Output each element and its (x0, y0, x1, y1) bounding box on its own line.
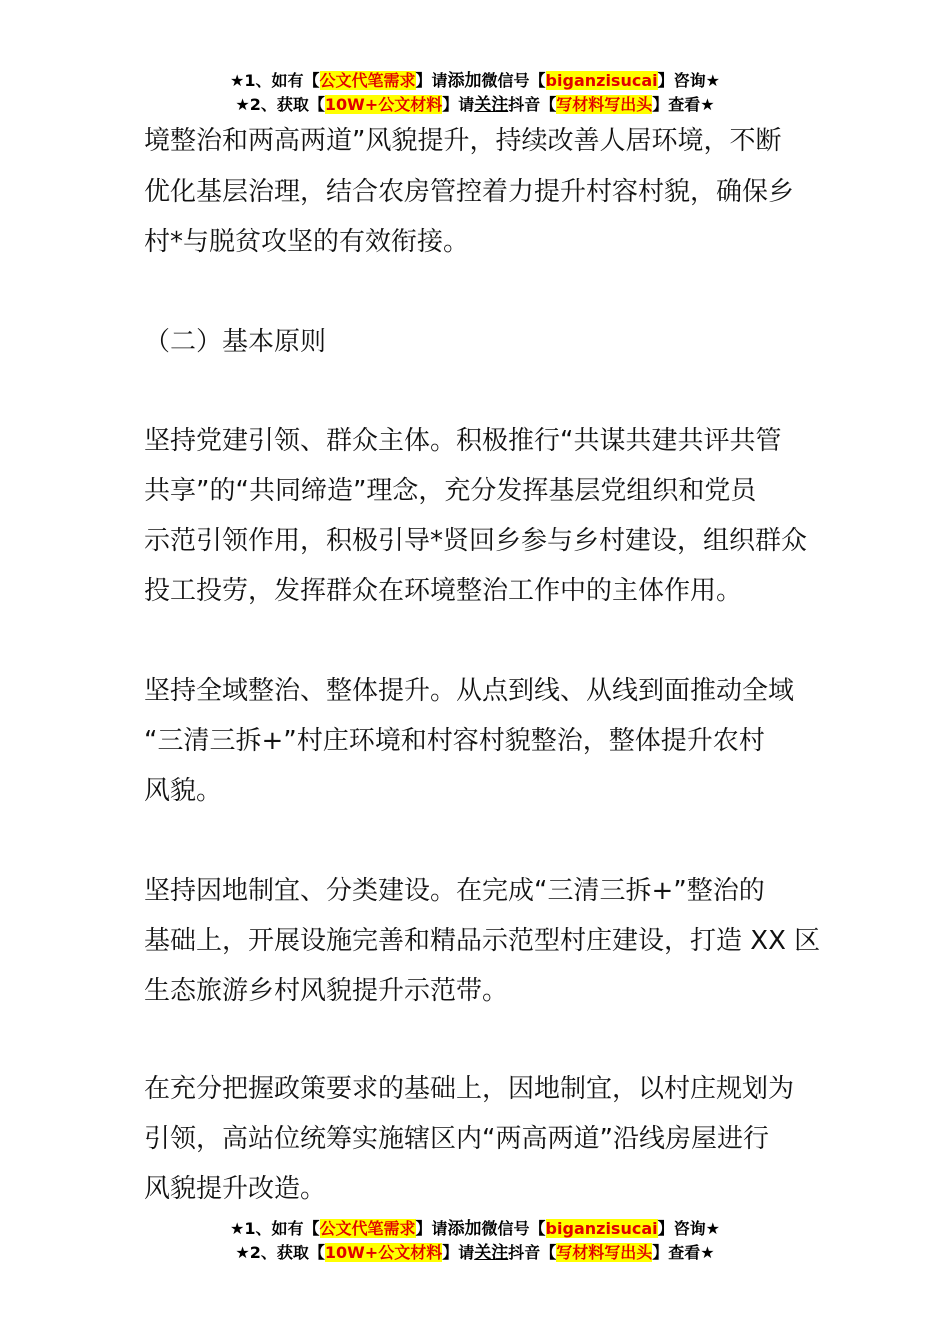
highlight-badge: 公文代笔需求 (319, 71, 416, 90)
highlight-badge: 公文代笔需求 (319, 1219, 416, 1238)
banner-text: ★2、获取【 (235, 95, 325, 114)
paragraph-line: 示范引领作用，积极引导*贤回乡参与乡村建设，组织群众 (144, 526, 808, 556)
banner-text: 】查看★ (652, 1243, 715, 1262)
paragraph-line: 村*与脱贫攻坚的有效衔接。 (144, 227, 470, 257)
banner-line-2 (0, 1241, 950, 1265)
banner-text: 抖音【 (508, 95, 557, 114)
highlight-badge: 10W+公文材料 (324, 1243, 443, 1262)
section-heading: （二）基本原则 (144, 327, 327, 357)
header-banner (0, 69, 950, 117)
footer-banner (0, 1217, 950, 1265)
paragraph-line: 坚持党建引领、群众主体。积极推行“共谋共建共评共管 (144, 426, 782, 456)
banner-text: ★2、获取【 (235, 1243, 325, 1262)
banner-line-1 (0, 1217, 950, 1241)
emphasis-text: 添加 (447, 1219, 482, 1239)
banner-text: 微信号【 (481, 1219, 546, 1238)
banner-text: ★1、如有【 (230, 1219, 320, 1238)
banner-line-1 (0, 69, 950, 93)
paragraph-line: “三清三拆+”村庄环境和村容村貌整治，整体提升农村 (144, 726, 765, 756)
paragraph-line: 境整治和两高两道”风貌提升，持续改善人居环境，不断 (144, 126, 782, 156)
wechat-id-highlight: biganzisucai (545, 71, 658, 90)
paragraph-line: 坚持因地制宜、分类建设。在完成“三清三拆+”整治的 (144, 876, 765, 906)
banner-text: 】咨询★ (657, 71, 720, 90)
banner-text: 】请 (442, 1243, 475, 1262)
emphasis-text: 添加 (447, 71, 482, 91)
paragraph-line: 优化基层治理，结合农房管控着力提升村容村貌，确保乡 (144, 177, 795, 207)
paragraph-line: 坚持全域整治、整体提升。从点到线、从线到面推动全域 (144, 676, 795, 706)
banner-text: ★1、如有【 (230, 71, 320, 90)
paragraph-line: 风貌。 (144, 776, 223, 806)
emphasis-text: 关注 (474, 95, 509, 115)
paragraph-line: 风貌提升改造。 (144, 1174, 327, 1204)
banner-text: 抖音【 (508, 1243, 557, 1262)
banner-text: 】咨询★ (657, 1219, 720, 1238)
banner-text: 】请 (415, 71, 448, 90)
banner-line-2 (0, 93, 950, 117)
paragraph-line: 投工投劳，发挥群众在环境整治工作中的主体作用。 (144, 576, 743, 606)
douyin-id-highlight: 写材料写出头 (556, 95, 653, 114)
paragraph-line: 引领，高站位统筹实施辖区内“两高两道”沿线房屋进行 (144, 1124, 769, 1154)
highlight-badge: 10W+公文材料 (324, 95, 443, 114)
emphasis-text: 关注 (474, 1243, 509, 1263)
douyin-id-highlight: 写材料写出头 (556, 1243, 653, 1262)
paragraph-line: 生态旅游乡村风貌提升示范带。 (144, 976, 509, 1006)
banner-text: 微信号【 (481, 71, 546, 90)
paragraph-line: 共享”的“共同缔造”理念，充分发挥基层党组织和党员 (144, 476, 757, 506)
banner-text: 】查看★ (652, 95, 715, 114)
banner-text: 】请 (442, 95, 475, 114)
paragraph-line: 在充分把握政策要求的基础上，因地制宜，以村庄规划为 (144, 1074, 795, 1104)
banner-text: 】请 (415, 1219, 448, 1238)
wechat-id-highlight: biganzisucai (545, 1219, 658, 1238)
paragraph-line: 基础上，开展设施完善和精品示范型村庄建设，打造 XX 区 (144, 926, 821, 956)
